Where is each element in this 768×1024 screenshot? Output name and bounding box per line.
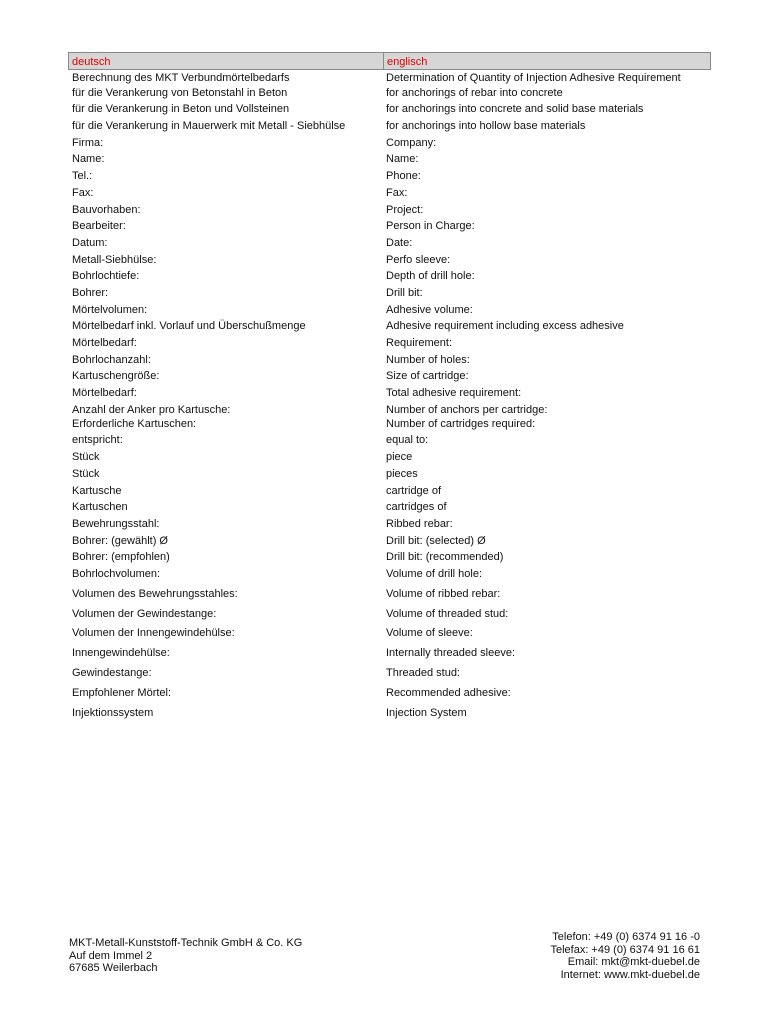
table-row (68, 667, 711, 687)
cell-deutsch: Volumen der Innengewindehülse: (72, 627, 235, 640)
cell-deutsch: Innengewindehülse: (72, 647, 170, 660)
cell-deutsch: Bohrlochtiefe: (72, 270, 140, 283)
cell-deutsch: Mörtelbedarf inkl. Vorlauf und Überschußmenge (72, 320, 306, 333)
table-row (68, 551, 711, 568)
cell-deutsch: entspricht: (72, 434, 123, 447)
table-row (68, 687, 711, 707)
cell-deutsch: Bohrlochanzahl: (72, 353, 151, 366)
table-row (68, 170, 711, 187)
cell-englisch: Volume of threaded stud: (386, 607, 509, 620)
table-row (68, 647, 711, 667)
table-body (68, 70, 711, 723)
contact-phone: Telefon: +49 (0) 6374 91 16 -0 (552, 931, 700, 943)
table-row (68, 468, 711, 485)
table-header (68, 52, 711, 70)
cell-deutsch: Firma: (72, 136, 104, 149)
table-row (68, 153, 711, 170)
header-deutsch: deutsch (69, 53, 384, 69)
table-row (68, 120, 711, 137)
cell-deutsch: Metall-Siebhülse: (72, 253, 157, 266)
table-row (68, 354, 711, 371)
cell-deutsch: Bearbeiter: (72, 220, 126, 233)
cell-deutsch: Mörtelbedarf: (72, 387, 137, 400)
table-row (68, 404, 711, 418)
cell-englisch: Adhesive requirement including excess adhesive (386, 320, 624, 333)
cell-englisch: Drill bit: (386, 286, 423, 299)
table-row (68, 87, 711, 104)
cell-deutsch: Kartuschen (72, 501, 128, 514)
cell-deutsch: Volumen des Bewehrungsstahles: (72, 587, 238, 600)
cell-deutsch: Bohrlochvolumen: (72, 567, 161, 580)
table-row (68, 254, 711, 271)
table-row (68, 237, 711, 254)
cell-englisch: Perfo sleeve: (386, 253, 451, 266)
table-row (68, 535, 711, 552)
cell-englisch: Volume of ribbed rebar: (386, 587, 501, 600)
cell-englisch: Company: (386, 136, 437, 149)
cell-englisch: Ribbed rebar: (386, 517, 453, 530)
table-row (68, 434, 711, 451)
cell-deutsch: Mörtelvolumen: (72, 303, 148, 316)
table-row (68, 370, 711, 387)
cell-englisch: Volume of drill hole: (386, 567, 482, 580)
cell-deutsch: für die Verankerung in Mauerwerk mit Metall - Siebhülse (72, 120, 346, 133)
cell-englisch: pieces (386, 467, 418, 480)
cell-englisch: cartridges of (386, 501, 447, 514)
table-row (68, 568, 711, 588)
table-row (68, 270, 711, 287)
table-row (68, 518, 711, 535)
cell-englisch: Requirement: (386, 337, 453, 349)
cell-deutsch: Erforderliche Kartuschen: (72, 417, 197, 430)
table-row (68, 137, 711, 154)
header-englisch: englisch (387, 56, 428, 68)
cell-englisch: Project: (386, 203, 424, 216)
cell-englisch: Drill bit: (selected) Ø (386, 534, 486, 547)
cell-deutsch: Gewindestange: (72, 666, 152, 679)
cell-deutsch: Bohrer: (72, 286, 109, 299)
cell-deutsch: Tel.: (72, 170, 93, 183)
table-row (68, 608, 711, 628)
cell-deutsch: Fax: (72, 186, 94, 199)
company-name: MKT-Metall-Kunststoff-Technik GmbH & Co. KG (69, 937, 303, 949)
cell-deutsch: für die Verankerung in Beton und Vollsteinen (72, 103, 290, 116)
cell-englisch: Injection System (386, 706, 467, 719)
translation-table (68, 52, 711, 723)
table-row (68, 588, 711, 608)
table-row (68, 103, 711, 120)
cell-englisch: Phone: (386, 170, 421, 183)
table-row (68, 485, 711, 502)
cell-deutsch: Name: (72, 153, 105, 166)
table-row (68, 320, 711, 337)
cell-englisch: Threaded stud: (386, 666, 460, 679)
table-row (68, 204, 711, 221)
cell-englisch: piece (386, 451, 413, 464)
cell-englisch: Number of cartridges required: (386, 417, 536, 430)
table-row (68, 418, 711, 435)
cell-englisch: Fax: (386, 186, 408, 199)
cell-englisch: Internally threaded sleeve: (386, 647, 516, 660)
table-row (68, 707, 711, 724)
cell-deutsch: Anzahl der Anker pro Kartusche: (72, 403, 231, 416)
contact-fax: Telefax: +49 (0) 6374 91 16 61 (550, 943, 700, 956)
cell-deutsch: Bewehrungsstahl: (72, 517, 160, 530)
company-contact (550, 931, 700, 981)
cell-englisch: Name: (386, 153, 419, 166)
cell-deutsch: Mörtelbedarf: (72, 337, 137, 349)
cell-englisch: Determination of Quantity of Injection Adhesive Requirement (386, 72, 681, 84)
cell-deutsch: für die Verankerung von Betonstahl in Beton (72, 86, 288, 99)
company-city: 67685 Weilerbach (69, 962, 158, 974)
table-row (68, 304, 711, 321)
cell-deutsch: Kartuschengröße: (72, 370, 160, 383)
cell-englisch: Drill bit: (recommended) (386, 551, 504, 564)
cell-englisch: Volume of sleeve: (386, 627, 473, 640)
cell-englisch: for anchorings into concrete and solid base materials (386, 103, 644, 116)
contact-email: Email: mkt@mkt-duebel.de (567, 956, 700, 968)
table-row (68, 337, 711, 354)
cell-englisch: Recommended adhesive: (386, 686, 511, 699)
cell-deutsch: Bauvorhaben: (72, 203, 141, 216)
table-row (68, 501, 711, 518)
cell-englisch: Date: (386, 236, 413, 249)
cell-deutsch: Kartusche (72, 484, 122, 497)
cell-deutsch: Bohrer: (gewählt) Ø (72, 534, 168, 547)
table-row (68, 220, 711, 237)
contact-internet: Internet: www.mkt-duebel.de (560, 968, 700, 981)
cell-englisch: for anchorings of rebar into concrete (386, 86, 563, 99)
cell-deutsch: Stück (72, 467, 100, 480)
cell-deutsch: Volumen der Gewindestange: (72, 607, 217, 620)
cell-englisch: Total adhesive requirement: (386, 387, 522, 400)
cell-deutsch: Datum: (72, 236, 108, 249)
company-street: Auf dem Immel 2 (69, 949, 153, 962)
cell-englisch: Number of holes: (386, 353, 470, 366)
table-row (68, 387, 711, 404)
cell-englisch: cartridge of (386, 484, 442, 497)
cell-englisch: for anchorings into hollow base materials (386, 120, 586, 133)
cell-englisch: equal to: (386, 434, 429, 447)
table-row (68, 451, 711, 468)
table-row (68, 287, 711, 304)
cell-englisch: Adhesive volume: (386, 303, 473, 316)
cell-englisch: Size of cartridge: (386, 370, 469, 383)
table-row (68, 627, 711, 647)
cell-deutsch: Berechnung des MKT Verbundmörtelbedarfs (72, 72, 290, 84)
cell-deutsch: Injektionssystem (72, 706, 154, 719)
table-row (68, 70, 711, 87)
cell-deutsch: Empfohlener Mörtel: (72, 686, 172, 699)
company-address (69, 937, 302, 975)
cell-deutsch: Bohrer: (empfohlen) (72, 551, 170, 564)
cell-deutsch: Stück (72, 451, 100, 464)
cell-englisch: Number of anchors per cartridge: (386, 403, 548, 416)
cell-englisch: Depth of drill hole: (386, 270, 475, 283)
table-row (68, 187, 711, 204)
cell-englisch: Person in Charge: (386, 220, 475, 233)
